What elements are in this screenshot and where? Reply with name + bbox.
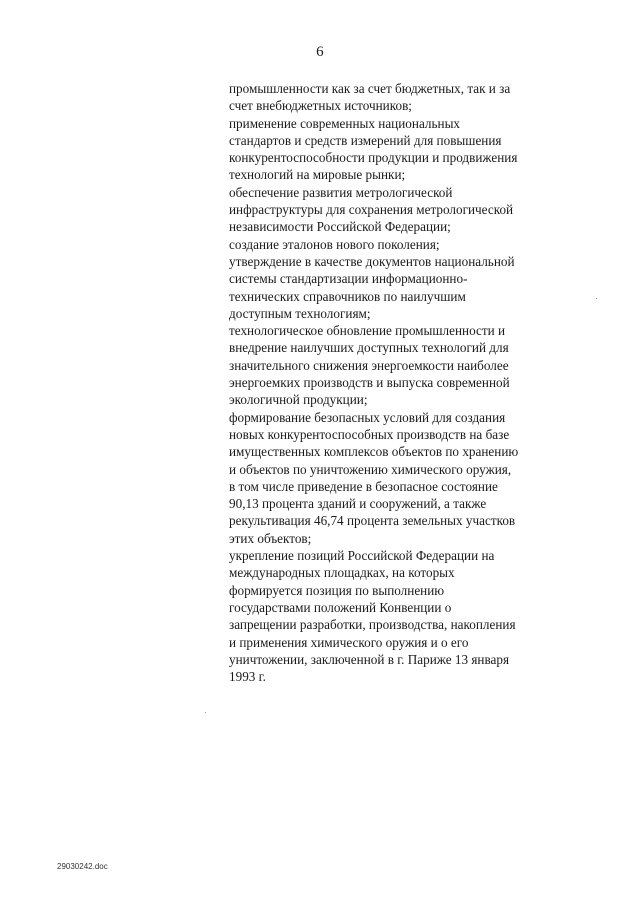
text-line: запрещении разработки, производства, накопления	[229, 617, 516, 633]
text-line: и объектов по уничтожению химического оружия,	[229, 461, 512, 477]
text-line: международных площадках, на которых	[229, 565, 455, 581]
text-line: имущественных комплексов объектов по хранению	[229, 444, 519, 460]
text-line: конкурентоспособности продукции и продвижения	[229, 150, 518, 166]
text-line: энергоемких производств и выпуска современной	[229, 375, 510, 391]
text-line: 90,13 процента зданий и сооружений, а также	[229, 496, 487, 512]
text-line: системы стандартизации информационно-	[229, 271, 468, 287]
text-line: этих объектов;	[229, 530, 312, 546]
text-line: укрепление позиций Российской Федерации на	[229, 548, 495, 564]
text-line: счет внебюджетных источников;	[229, 98, 412, 114]
text-line: в том числе приведение в безопасное состояние	[229, 478, 498, 494]
text-line: государствами положений Конвенции о	[229, 599, 452, 615]
text-line: экологичной продукции;	[229, 392, 368, 408]
scan-speck	[205, 712, 206, 713]
text-line: технологическое обновление промышленности и	[229, 323, 506, 339]
text-line: доступным технологиям;	[229, 305, 371, 321]
page-number: 6	[316, 44, 324, 60]
text-line: применение современных национальных	[229, 115, 461, 131]
text-line: технологий на мировые рынки;	[229, 167, 406, 183]
text-line: 1993 г.	[229, 669, 266, 685]
text-line: стандартов и средств измерений для повышения	[229, 132, 502, 148]
text-line: создание эталонов нового поколения;	[229, 236, 440, 252]
body-text	[229, 80, 561, 685]
text-line: формирование безопасных условий для создания	[229, 409, 506, 425]
text-line: промышленности как за счет бюджетных, так и за	[229, 81, 511, 96]
text-line: значительного снижения энергоемкости наиболее	[229, 357, 509, 373]
text-line: независимости Российской Федерации;	[229, 219, 451, 235]
text-line: инфраструктуры для сохранения метрологической	[229, 202, 514, 218]
text-line: технических справочников по наилучшим	[229, 288, 466, 304]
text-line: утверждение в качестве документов национальной	[229, 253, 515, 269]
text-line: рекультивация 46,74 процента земельных участков	[229, 513, 516, 529]
text-line: уничтожении, заключенной в г. Париже 13 января	[229, 651, 510, 667]
scan-speck	[596, 298, 597, 299]
text-line: обеспечение развития метрологической	[229, 184, 453, 200]
text-line: и применения химического оружия и о его	[229, 634, 469, 650]
text-line: внедрение наилучших доступных технологий для	[229, 340, 509, 356]
text-line: формируется позиция по выполнению	[229, 582, 445, 598]
document-filename-footer: 29030242.doc	[57, 862, 108, 871]
text-line: новых конкурентоспособных производств на базе	[229, 426, 510, 442]
